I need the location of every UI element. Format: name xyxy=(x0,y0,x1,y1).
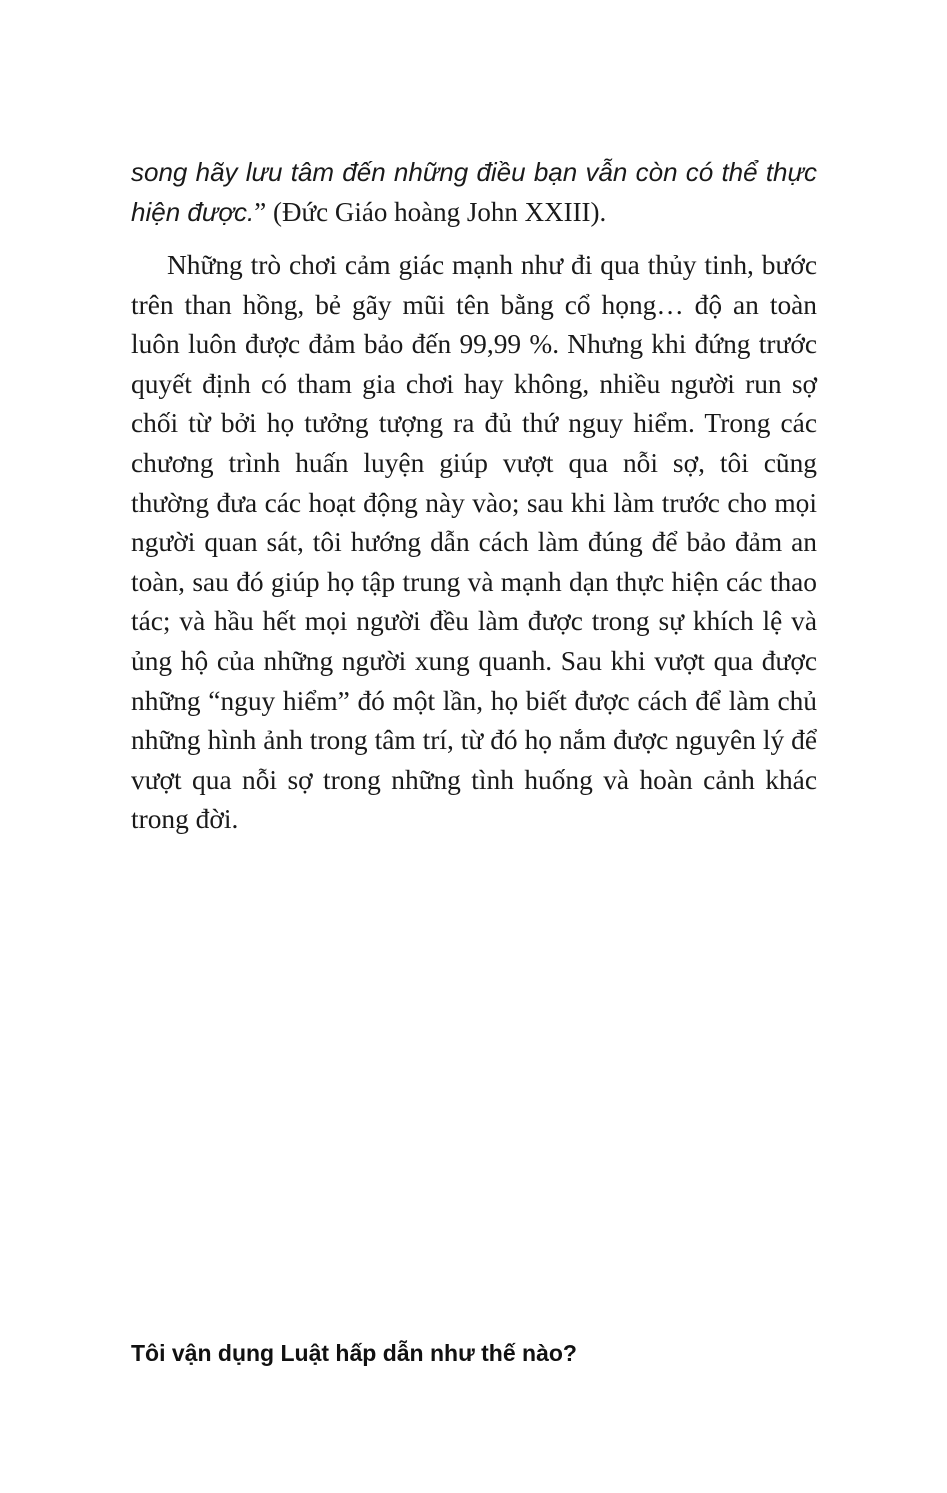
quote-text: song hãy lưu tâm đến những điều bạn vẫn còn có thể thực hiện được. xyxy=(131,157,817,227)
quote-continuation xyxy=(131,152,817,232)
quote-attribution: (Đức Giáo hoàng John XXIII). xyxy=(273,197,607,227)
section-heading: Tôi vận dụng Luật hấp dẫn như thế nào? xyxy=(131,1340,577,1366)
quote-closing-mark: ” xyxy=(254,197,267,227)
body-paragraph: Những trò chơi cảm giác mạnh như đi qua thủy tinh, bước trên than hồng, bẻ gãy mũi tên bằng cổ họng… độ an toàn luôn luôn được đảm bảo đến 99,99 %. Nhưng khi đứng trước quyết định có tham gia chơi hay không, nhiều người run sợ chối từ bởi họ tưởng tượng ra đủ thứ nguy hiểm. Trong các chương trình huấn luyện giúp vượt qua nỗi sợ, tôi cũng thường đưa các hoạt động này vào; sau khi làm trước cho mọi người quan sát, tôi hướng dẫn cách làm đúng để bảo đảm an toàn, sau đó giúp họ tập trung và mạnh dạn thực hiện các thao tác; và hầu hết mọi người đều làm được trong sự khích lệ và ủng hộ của những người xung quanh. Sau khi vượt qua được những “nguy hiểm” đó một lần, họ biết được cách để làm chủ những hình ảnh trong tâm trí, từ đó họ nắm được nguyên lý để vượt qua nỗi sợ trong những tình huống và hoàn cảnh khác trong đời. xyxy=(131,250,817,835)
